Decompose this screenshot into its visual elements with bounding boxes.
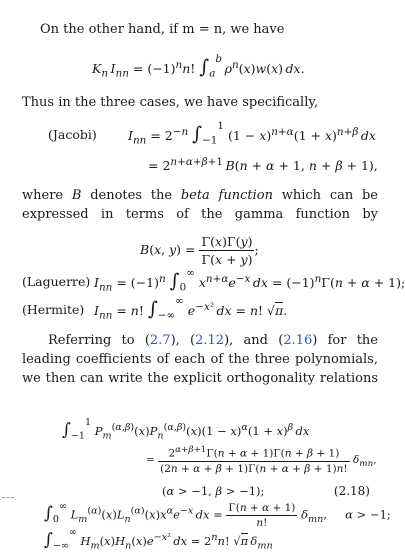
paragraph-text: On the other hand, if m = n, we have [40,22,285,37]
equation-orth-jacobi-condition: (α > −1, β > −1); [162,484,265,498]
equation-beta: B(x, y) = $\frac{\Gamma(x)\Gamma(y)}{\Gamma(x + y)}$ ; [140,234,259,267]
equation-orth-jacobi: $\int_{-1}^1$ $P_m^{(\alpha,\beta)}(x)P_n^{(\alpha,\beta)}(x)(1 - x)^\alpha(1 + x)^\beta$ dx [62,417,310,442]
equation-orth-jacobi-value: = $\frac{2^{\alpha+\beta+1}\Gamma(n + \alpha + 1)\Gamma(n + \beta + 1)}{(2n + \alpha + \beta + 1)\Gamma(n + \alpha + \beta + 1)n!}$ $\delta_{mn}$, [146,445,377,475]
paragraph-three-cases [22,93,378,112]
ref-2-7-link[interactable]: 2.7 [149,333,171,348]
paragraph-orthogonality: Referring to (2.7), (2.12), and (2.16) for the leading coefficients of each of the three polynomials, we then can write the explicit orthogonality relations [22,333,378,386]
ref-2-12-link[interactable]: 2.12 [195,333,225,348]
paragraph-text: Thus in the three cases, we have specifically, [22,95,319,110]
equation-laguerre: $I_{nn} = (-1)^n$ $\int_0^\infty$ $x^{n+\alpha}e^{-x}$ dx = $(-1)^n\Gamma(n + \alpha + 1)$; [94,266,405,294]
paragraph-intro [40,20,396,39]
label-jacobi: (Jacobi) [48,127,97,142]
equation-orth-hermite: $\int_{-\infty}^\infty$ $H_m(x)H_n(x)e^{-x^2}$ dx = $2^nn$! √π $\delta_{mn}$ [44,527,273,552]
equation-knn: $K_n$ $I_{nn} = (-1)^nn$! $\int_a^b$ $\rho^n(x)w(x)$ dx. [92,52,305,80]
text-referring: Referring to [48,333,135,348]
equation-number: (2.18) [333,484,370,498]
equation-hermite: $I_{nn} = n$! $\int_{-\infty}^\infty$ $e^{-x^2}$ dx = n! √π. [94,294,288,322]
paragraph-beta-function: where B denotes the beta function which can be expressed in terms of the gamma function by [22,188,378,222]
equation-jacobi-2: = $2^{n+\alpha+\beta+1}$ B(n + α + 1, n + β + 1), [148,156,378,174]
equation-jacobi-1: $I_{nn} = 2^{-n}$ $\int_{-1}^1$ $(1 - x)^{n+\alpha}(1 + x)^{n+\beta}$ dx [128,119,376,147]
equation-orth-laguerre: $\int_0^\infty$ $L_m^{(\alpha)}(x)L_n^{(\alpha)}(x)x^\alpha e^{-x}$ dx = $\frac{\Gamma(n + \alpha + 1)}{n!}$ $\delta_{mn}$, α > −1; [44,500,391,529]
margin-dash [2,497,14,498]
label-hermite: (Hermite) [22,302,85,317]
label-laguerre: (Laguerre) [22,274,91,289]
ref-2-16-link[interactable]: 2.16 [283,333,313,348]
